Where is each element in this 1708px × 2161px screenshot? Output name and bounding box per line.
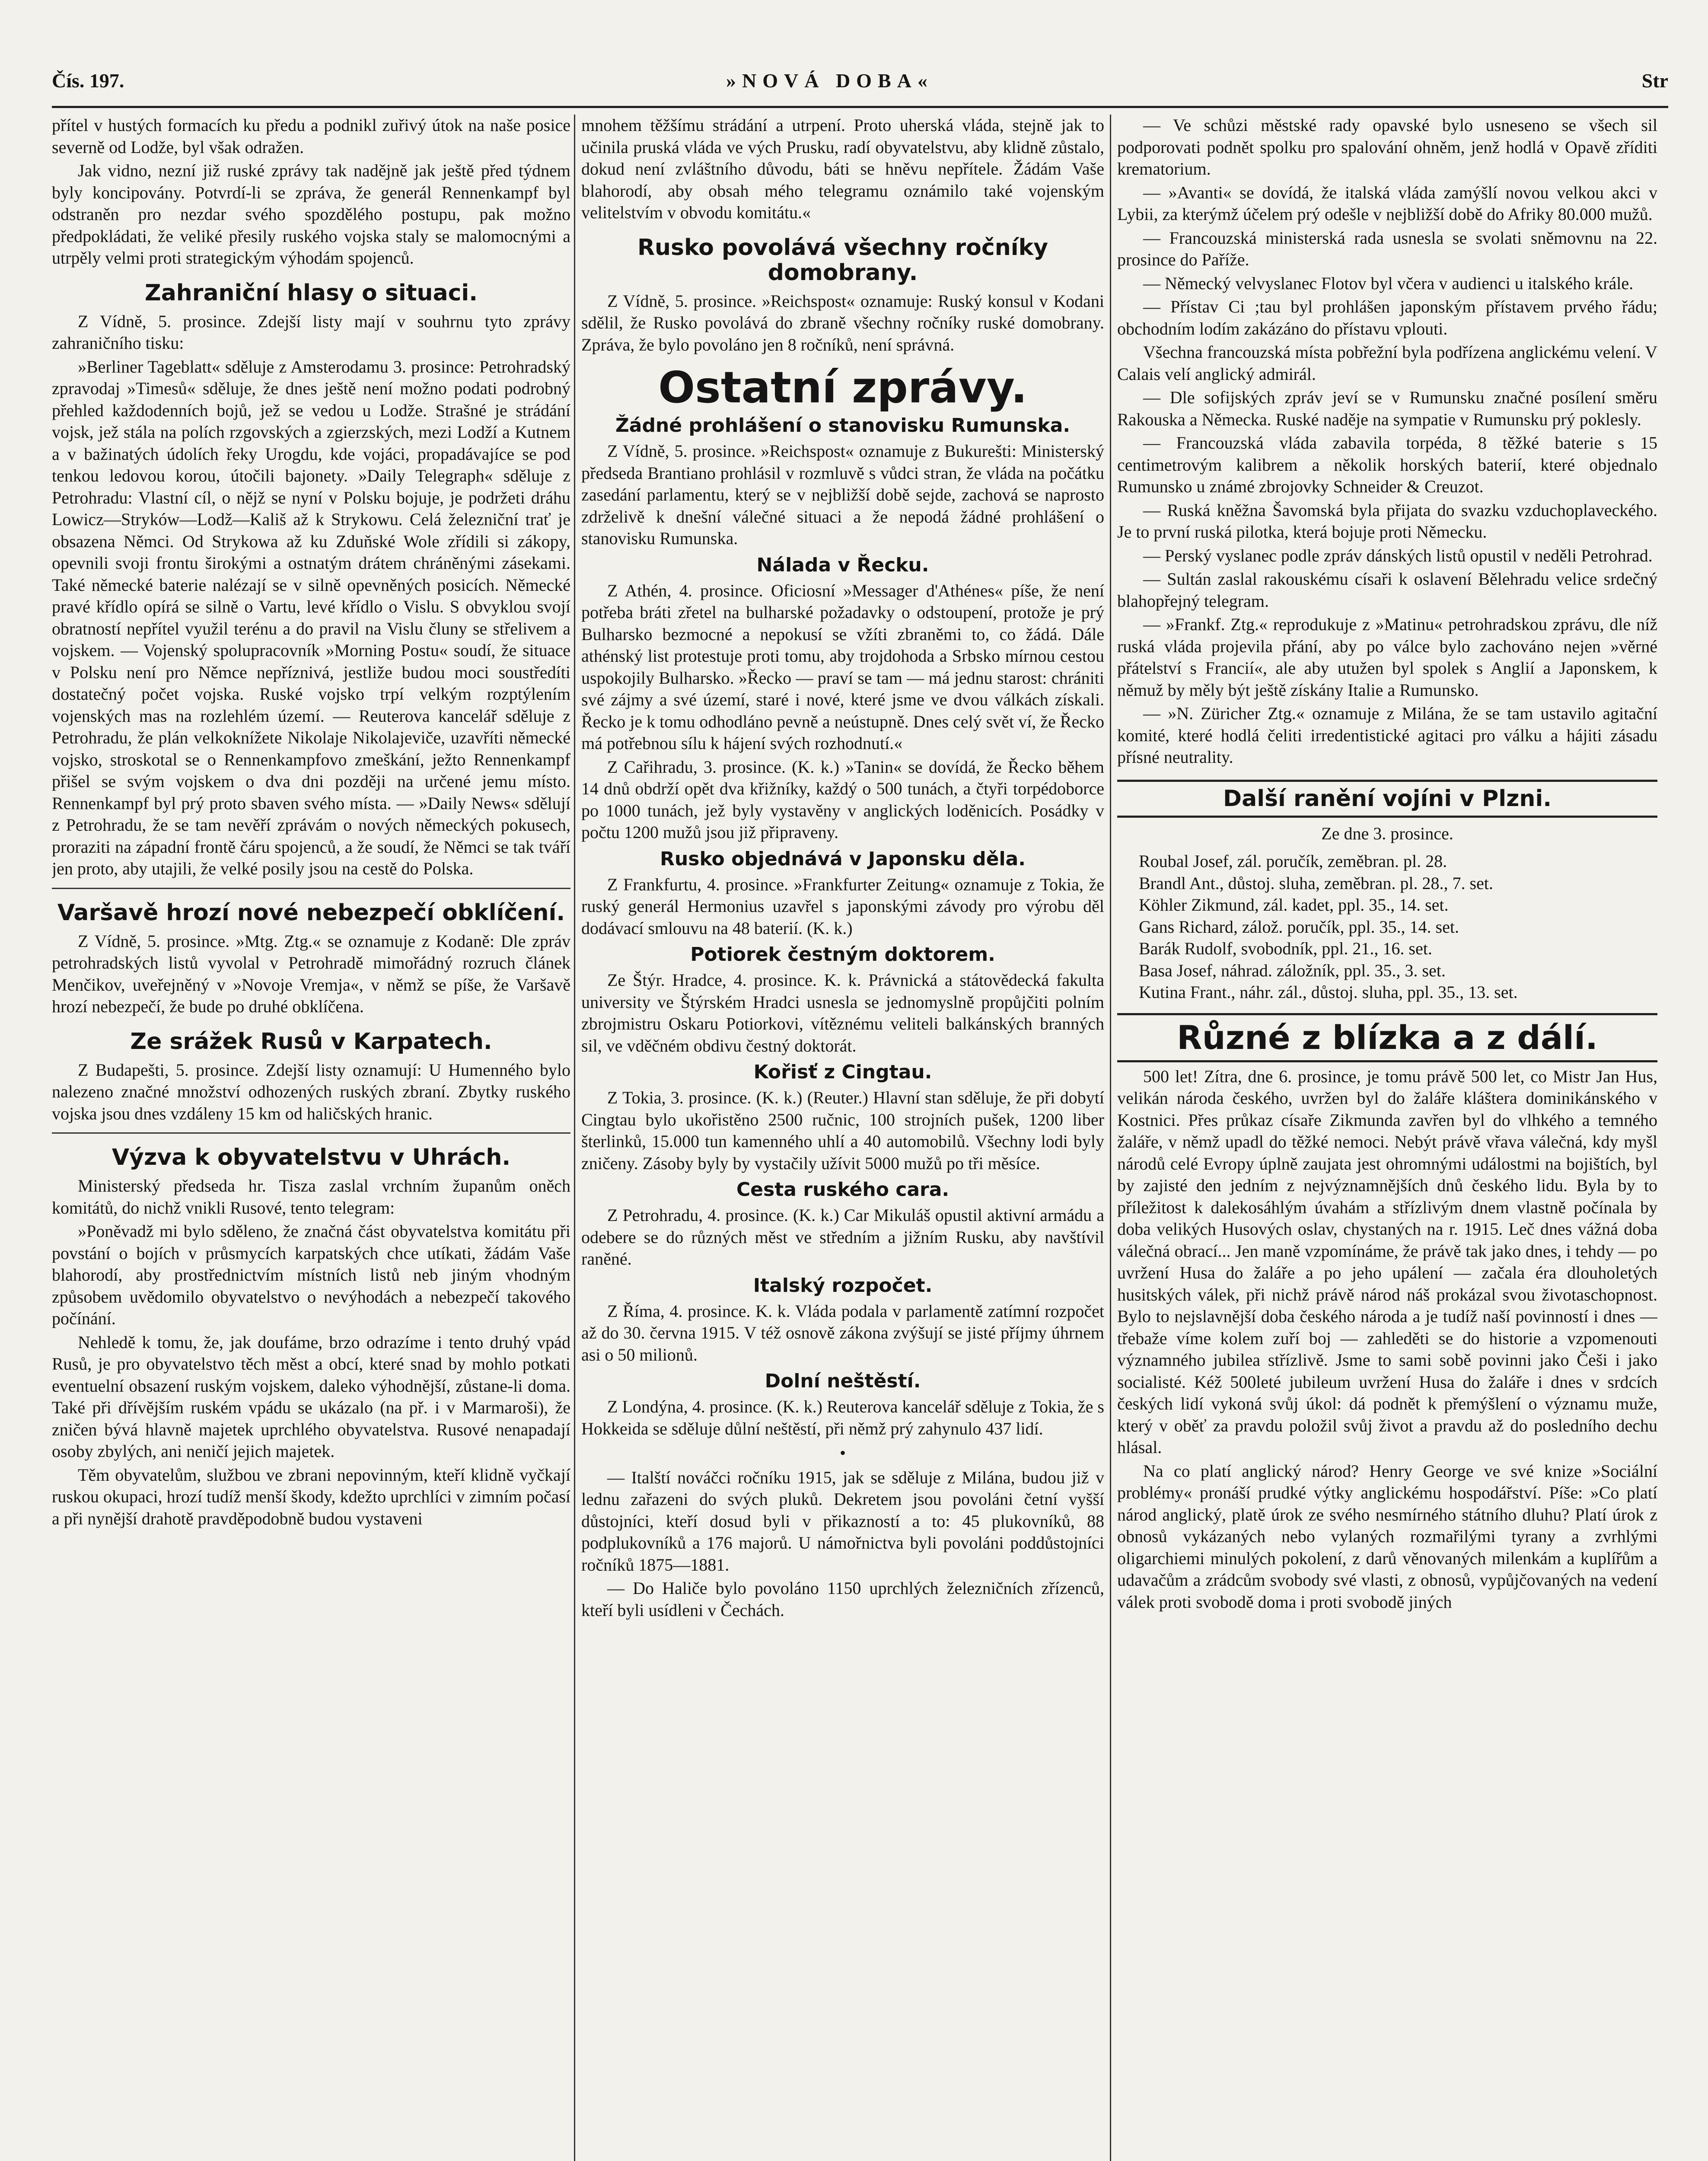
issue-number: Čís. 197.	[52, 70, 124, 92]
paragraph: Z Vídně, 5. prosince. Zdejší listy mají v souhrnu tyto zprávy zahraničního tisku:	[52, 311, 570, 353]
section-heading: Ostatní zprávy.	[658, 362, 1027, 413]
paragraph: Nehledě k tomu, že, jak doufáme, brzo odrazíme i tento druhý vpád Rusů, je pro obyvatelstvo těch měst a obcí, které snad by mohlo potkati eventuelní obsazení ruským vojskem, daleko výhodnější, zůstane-li doma. Také při dřívějším ruském vpádu se ukázalo (na př. i v Marmaroši), že zničen bývá hlavně majetek uprchlého obyvatelstva. Rusové nenapadají osoby zbylých, ani neničí jejich majetek.	[52, 1332, 570, 1461]
paragraph: Z Londýna, 4. prosince. (K. k.) Reuterova kancelář sděluje z Tokia, že s Hokkeida se sděluje důlní neštěstí, při němž prý zahynulo 437 lidí.	[581, 1397, 1104, 1438]
article-heading: Italský rozpočet.	[753, 1274, 933, 1297]
column-1	[52, 115, 570, 2161]
separator	[52, 888, 570, 889]
paragraph: mnohem těžšímu strádání a utrpení. Proto uherská vláda, stejně jak to učinila pruská vláda ve vých Prusku, radí obyvatelstvu, aby klidně zůstalo, dokud není zvláštního důvodu, báti se hněvu nepřítele. Žádám Vaše blahorodí, aby obsah mého telegramu oznámilo také vojenským velitelstvím v obvodu komitátu.«	[581, 115, 1104, 222]
article-heading: Ze srážek Rusů v Karpatech.	[130, 1028, 492, 1055]
article-heading: Varšavě hrozí nové nebezpečí obklíčení.	[57, 899, 565, 926]
news-item: — Sultán zaslal rakouskému císaři k oslavení Bělehradu velice srdečný blahopřejný telegram.	[1117, 569, 1657, 611]
list-item: Roubal Josef, zál. poručík, zeměbran. pl. 28.	[1139, 851, 1447, 871]
news-item: — »Frankf. Ztg.« reprodukuje z »Matinu« petrohradskou zprávu, dle níž ruská vláda projevila přání, aby po válce bylo zachováno nejen »věrné přátelství s Francií«, ale aby utužen byl spolek s Anglií a Japonskem, k němuž by měly být ještě získány Italie a Rumunsko.	[1117, 615, 1657, 700]
list-item: Barák Rudolf, svobodník, ppl. 21., 16. set.	[1139, 939, 1432, 958]
paragraph: Z Vídně, 5. prosince. »Reichspost« oznamuje: Ruský konsul v Kodani sdělil, že Rusko povolává do zbraně všechny ročníky ruské domobrany. Zpráva, že bylo povoláno jen 8 ročníků, není správná.	[581, 291, 1104, 354]
news-item: — Francouzská ministerská rada usnesla se svolati sněmovnu na 22. prosince do Paříže.	[1117, 228, 1657, 269]
section-heading: Různé z blízka a z dálí.	[1117, 1013, 1657, 1062]
list-item: Köhler Zikmund, zál. kadet, ppl. 35., 14. set.	[1139, 895, 1449, 915]
article-subheading: Ze dne 3. prosince.	[1321, 823, 1453, 843]
article-heading: Rusko povolává všechny ročníky domobrany.	[637, 234, 1048, 286]
list-item: Basa Josef, náhrad. záložník, ppl. 35., 3. set.	[1139, 960, 1446, 980]
article-heading: Další ranění vojíni v Plzni.	[1117, 780, 1657, 818]
news-item: Všechna francouzská místa pobřežní byla podřízena anglickému velení. V Calais velí anglický admirál.	[1117, 342, 1657, 384]
paragraph: Ministerský předseda hr. Tisza zaslal vrchním županům oněch komitátů, do nichž vnikli Rusové, tento telegram:	[52, 1176, 570, 1218]
paragraph: — Do Haliče bylo povoláno 1150 uprchlých železničních zřízenců, kteří byli usídleni v Čechách.	[581, 1578, 1104, 1620]
paragraph: Z Vídně, 5. prosince. »Mtg. Ztg.« se oznamuje z Kodaně: Dle zpráv petrohradských listů vyvolal v Petrohradě mimořádný rozruch článek Menčikov, uveřejněný v »Novoje Vremja«, v němž se píše, že Varšavě hrozí nebezpečí, že bude po druhé obklíčena.	[52, 931, 570, 1016]
paragraph: přítel v hustých formacích ku předu a podnikl zuřivý útok na naše posice severně od Lodže, byl však odražen.	[52, 115, 570, 157]
column-divider	[574, 115, 575, 2161]
article-heading: Dolní neštěstí.	[765, 1370, 921, 1392]
paragraph: Z Athén, 4. prosince. Oficiosní »Messager d'Athénes« píše, že není potřeba bráti zřetel na bulharské požadavky o odstoupení, protože je prý Bulharsko bezmocné a nepokusí se vžíti zbraněmi to, co žádá. Dále athénský list protestuje proti tomu, aby trojdohoda a Srbsko mírnou cestou uspokojily Bulharsko. »Řecko — praví se tam — má jednu starost: chrániti své zájmy a své území, staré i nové, které jsme ve dvou válkách získali. Řecko je k tomu odhodláno pevně a neústupně. Dnes celý svět ví, že Řecko má potřebnou sílu k hájení svých rozhodnutí.«	[581, 580, 1104, 753]
list-item: Brandl Ant., důstoj. sluha, zeměbran. pl. 28., 7. set.	[1139, 873, 1493, 893]
paragraph: Z Budapešti, 5. prosince. Zdejší listy oznamují: U Humenného bylo nalezeno značné množství odhozených ruských zbraní. Zbytky ruského vojska jsou dnes vzdáleny 15 km od haličských hranic.	[52, 1060, 570, 1123]
paragraph: Jak vidno, nezní již ruské zprávy tak nadějně jak ještě před týdnem byly koncipovány. Potvrdí-li se zpráva, že generál Rennenkampf byl odstraněn pro nezdar svého spozdělého postupu, pak možno předpokládati, že veliké přesily ruského vojska staly se malomocnými a utrpěly velmi proti strategickým výhodám spojenců.	[52, 161, 570, 268]
masthead	[52, 65, 1668, 112]
news-item: — Francouzská vláda zabavila torpéda, 8 těžké baterie s 15 centimetrovým kalibrem a několik horských baterií, které objednalo Rumunsko u známé zbrojovky Schneider & Creuzot.	[1117, 433, 1657, 496]
paragraph: — Italští nováčci ročníku 1915, jak se sděluje z Milána, budou již v lednu zařazeni do svých pluků. Dekretem jsou povoláni četní vyšší důstojníci, kteří dosud byli v přikazností a to: 45 plukovníků, 88 podplukovníků a 176 majorů. U námořnictva byli povoláni poddůstojníci ročníků 1875—1881.	[581, 1467, 1104, 1575]
paragraph: Na co platí anglický národ? Henry George ve své knize »Sociální problémy« pronáší prudké výtky anglickému hospodářství. Píše: »Co platí národ anglický, platě úrok ze svého nesmírného státního dluhu? Platí úrok z obnosů vykázaných nebo vylaných rozmařilými tyrany a zvrhlými oligarchiemi minulých pokolení, z darů věnovaných milenkám a kuplířům a udavačům a zrádcům svobody své vlasti, z obnosů, vypůjčovaných na vedení válek proti svobodě doma i proti svobodě jiných	[1117, 1461, 1657, 1612]
article-heading: Žádné prohlášení o stanovisku Rumunska.	[615, 414, 1071, 437]
bullet-separator: •	[839, 1443, 846, 1463]
column-divider	[1110, 115, 1111, 2161]
news-item: — Ruská kněžna Šavomská byla přijata do svazku vzduchoplaveckého. Je to první ruská pilotka, která bojuje proti Německu.	[1117, 500, 1657, 542]
newspaper-title: »NOVÁ DOBA«	[726, 70, 934, 92]
list-item: Gans Richard, zálož. poručík, ppl. 35., 14. set.	[1139, 917, 1459, 937]
column-3	[1117, 115, 1657, 2161]
news-item: — Německý velvyslanec Flotov byl včera v audienci u italského krále.	[1143, 273, 1634, 293]
masthead-rule	[52, 106, 1668, 108]
separator	[52, 1132, 570, 1134]
article-heading: Potiorek čestným doktorem.	[690, 943, 995, 966]
news-item: — Přístav Ci ;tau byl prohlášen japonským přístavem prvého řádu; obchodním lodím zakázáno do přístavu vplouti.	[1117, 297, 1657, 338]
news-item: — »Avanti« se dovídá, že italská vláda zamýšlí novou velkou akci v Lybii, za kterýmž účelem prý odešle v nejbližší době do Afriky 80.000 mužů.	[1117, 182, 1657, 224]
paragraph: »Berliner Tageblatt« sděluje z Amsterodamu 3. prosince: Petrohradský zpravodaj »Timesů« sděluje, že dnes ještě není možno podati podrobný přehled každodenních bojů, jež se vedou u Lodže. Strašné je strádání vojsk, jež stála na polích rzgovských a zgierzských, mezi Lodží a Kutnem a v bažinatých údolích řeky Urogdu, kde vojáci, propadávajíce se pod tenkou ledovou korou, útočili bajonety. »Daily Telegraph« sděluje z Petrohradu: Vlastní cíl, o nějž se nyní v Polsku bojuje, je podržeti dráhu Lowicz—Stryków—Lodž—Kališ až k Strykowu. Celá železniční trať je obsazena Němci. Od Strykowa až ku Zduňské Wole zřídili si zákopy, opevnili svoji frontu širokými a ostnatým drátem chráněnými zásekami. Také německé baterie nalézají se v silně opevněných posicích. Německé pravé křídlo opírá se silně o Vartu, levé křídlo o Vislu. S obvyklou svojí obratností nepřítel využil terénu a do pravil na Vislu čluny se střelivem a vojskem. — Vojenský spolupracovník »Morning Postu« soudí, že situace v Polsku není pro Němce nepříznivá, jestliže budou moci soustředíti dostatečný počet vojska. Ruské vojsko trpí velkým rozptýlením vojenských mas na rozlehlém území. — Reuterova kancelář sděluje z Petrohradu, že plán velkoknížete Nikolaje Nikolajeviče, uzavříti německé vojsko, stroskotal se o Rennenkampfovo zmeškání, ježto Rennenkampf přišel se svým vojskem o dva dni později na určené jemu místo. Rennenkampf byl prý proto sbaven svého místa. — »Daily News« sdělují z Petrohradu, že se tam nevěří zprávám o nových německých pokusech, proraziti na západní frontě čáru spojenců, a že soudí, že Němci se tak tváří jen proto, aby utajili, že velké posily jsou na cestě do Polska.	[52, 357, 570, 878]
page-label: Str	[1641, 70, 1668, 92]
news-item: — Perský vyslanec podle zpráv dánských listů opustil v neděli Petrohrad.	[1143, 545, 1653, 565]
paragraph: Z Cařihradu, 3. prosince. (K. k.) »Tanin« se dovídá, že Řecko během 14 dnů obdrží opět dva křižníky, každý o 500 tunách, a čtyři torpédoborce po 1000 tunách, jež byly vystavěny v anglických loděnicích. Posádky v počtu 1200 mužů jsou již připraveny.	[581, 757, 1104, 842]
wounded-list	[1117, 851, 1657, 1004]
paragraph: Z Vídně, 5. prosince. »Reichspost« oznamuje z Bukurešti: Ministerský předseda Brantiano prohlásil v rozmluvě s vůdci stran, že vláda na počátku zasedání parlamentu, který se v nejbližší době sejde, zachová se naprosto zdrželivě k dnešní válečné situaci a že nepodá žádné prohlášení o stanovisku Rumunska.	[581, 441, 1104, 548]
article-heading: Rusko objednává v Japonsku děla.	[660, 848, 1026, 870]
paragraph: Těm obyvatelům, službou ve zbrani nepovinným, kteří klidně vyčkají ruskou okupaci, hrozí tudíž menší škody, kdežto uprchlíci v zimním počasí a při nynější drahotě pravděpodobně budou vystaveni	[52, 1465, 570, 1528]
news-item: — Ve schůzi městské rady opavské bylo usneseno se všech sil podporovati podnět spolku pro spalování ohněm, jenž hodlá v Opavě zříditi krematorium.	[1117, 115, 1657, 178]
column-2	[581, 115, 1104, 2161]
article-heading: Cesta ruského cara.	[736, 1179, 950, 1201]
list-item: Kutina Frant., náhr. zál., důstoj. sluha, ppl. 35., 13. set.	[1139, 982, 1518, 1002]
news-item: — Dle sofijských zpráv jeví se v Rumunsku značné posílení směru Rakouska a Německa. Ruské naděje na sympatie v Rumunsku prý poklesly.	[1117, 388, 1657, 429]
article-heading: Zahraniční hlasy o situaci.	[144, 280, 478, 306]
paragraph: Z Frankfurtu, 4. prosince. »Frankfurter Zeitung« oznamuje z Tokia, že ruský generál Hermonius uzavřel s japonskými závody pro výrobu děl dodávací smlouvu na 48 baterií. (K. k.)	[581, 874, 1104, 938]
article-heading: Nálada v Řecku.	[756, 554, 929, 576]
paragraph: »Poněvadž mi bylo sděleno, že značná část obyvatelstva komitátu při povstání o bojích v průsmycích karpatských chce utíkati, žádám Vaše blahorodí, aby prostřednictvím místních listů neb jiným vhodným způsobem uvědomilo obyvatelstvo o nevýhodách a nebezpečí takového počínání.	[52, 1221, 570, 1328]
paragraph: Z Říma, 4. prosince. K. k. Vláda podala v parlamentě zatímní rozpočet až do 30. června 1915. V též osnově zákona zvýšují se jisté příjmy úhrnem asi o 50 milionů.	[581, 1301, 1104, 1364]
paragraph: Z Petrohradu, 4. prosince. (K. k.) Car Mikuláš opustil aktivní armádu a odebere se do různých měst ve středním a jižním Rusku, aby navštívil raněné.	[581, 1205, 1104, 1269]
paragraph: 500 let! Zítra, dne 6. prosince, je tomu právě 500 let, co Mistr Jan Hus, velikán národa českého, uvržen byl do žaláře kláštera dominikánského v Kostnici. Přes průkaz císaře Zikmunda zavřen byl do vlhkého a temného žaláře, v němž upadl do těžké nemoci. Nebýt právě vřava válečná, kdy myšl národů celé Evropy úplně zaujata jest ohromnými událostmi na bojištích, byl by zajisté den jedním z nejvýznamnějších dnů českého lidu. Byla by to příležitost k dalekosáhlým úvahám a střízlivým dnem vlastně počínala by doba velikých Husových oslav, chystaných na r. 1915. Leč dnes vážná doba válečná obrací... Jen maně vzpomínáme, že právě tak jako dnes, i tehdy — po uvržení Husa do žaláře a po jeho upálení — začala éra dlouholetých husitských válek, při nichž právě národ náš prokázal svou životaschopnost. Bylo to nejslavnější doba českého národa a je tudíž naší povinností i dnes — třebaže víme kolem zuří boj — zahleděti se do historie a vzpomenouti významného jubilea střízlivě. Jsme to sami sobě povinni jako Češi i jako socialisté. Kéž 500leté jubileum uvržení Husa do žaláře i dnes v srdcích českých lidí vykoná svůj úkol: dá podnět k přemýšlení o významu muže, který v oběť za pravdu položil svůj život a pravdu až do posledního dechu hlásal.	[1117, 1066, 1657, 1457]
article-heading: Výzva k obyvatelstvu v Uhrách.	[112, 1144, 511, 1170]
news-item: — »N. Züricher Ztg.« oznamuje z Milána, že se tam ustavilo agitační komité, které hodlá čeliti irredentistické agitaci pro válku a hájiti zásadu přísné neutrality.	[1117, 704, 1657, 767]
paragraph: Z Tokia, 3. prosince. (K. k.) (Reuter.) Hlavní stan sděluje, že při dobytí Cingtau bylo ukořistěno 2500 ručnic, 100 strojních pušek, 1200 liber šterlinků, 15.000 tun kamenného uhlí a 40 automobilů. Všechny lodi byly zničeny. Zásoby byly by vystačily užívit 5000 mužů po tři měsíce.	[581, 1088, 1104, 1173]
article-heading: Kořisť z Cingtau.	[753, 1061, 932, 1083]
paragraph: Ze Štýr. Hradce, 4. prosince. K. k. Právnická a státovědecká fakulta university ve Štýrském Hradci usnesla se jednomyslně propůjčiti polním zbrojmistru Oskaru Potiorkovi, vítěznému veliteli balkánských branných sil, ve vděčném obdivu čestný doktorát.	[581, 970, 1104, 1055]
